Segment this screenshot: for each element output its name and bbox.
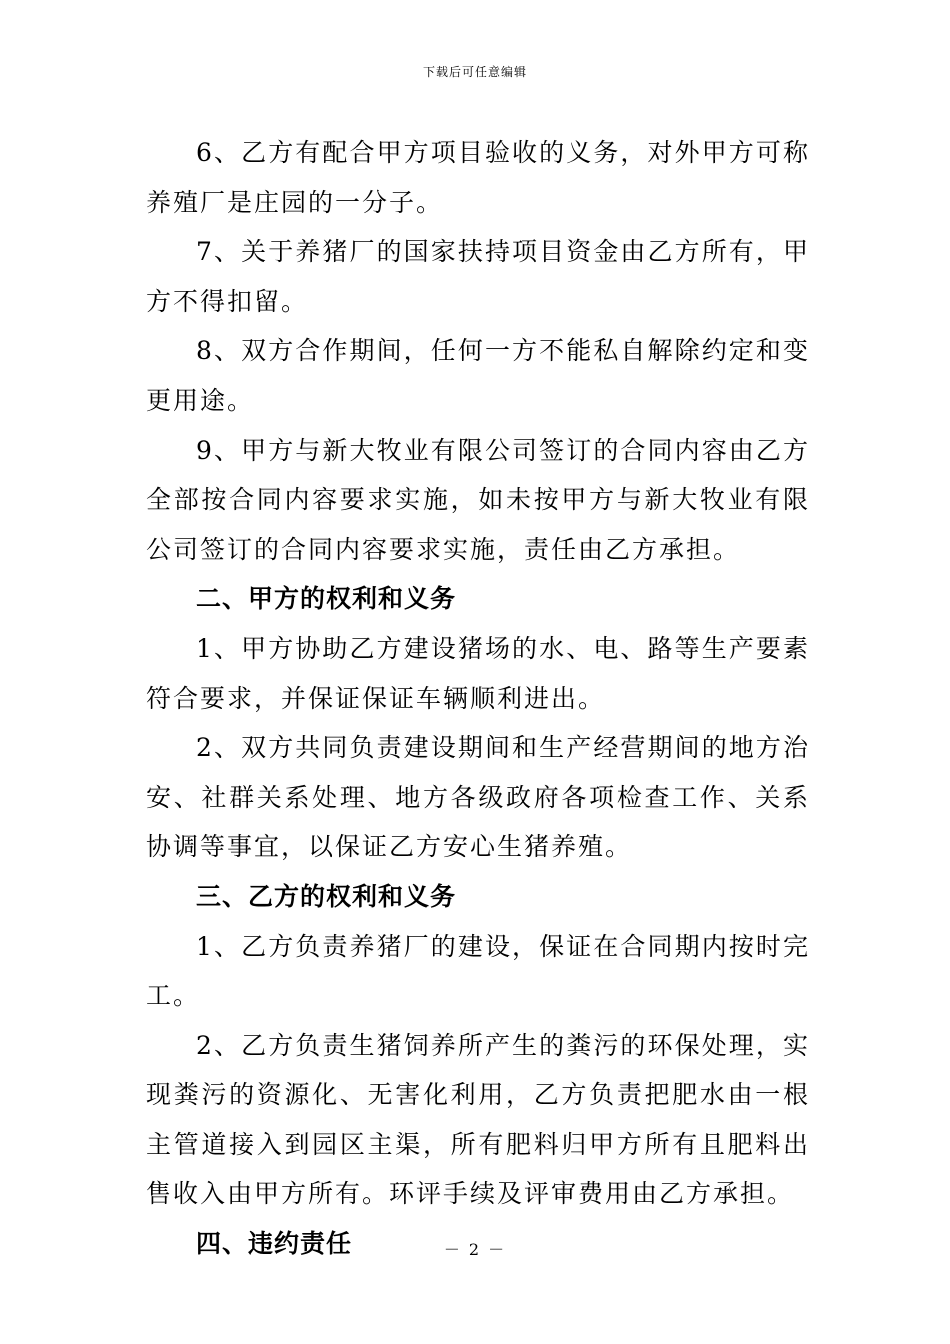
section-heading-breach: 四、违约责任 [196, 1229, 353, 1259]
clause-9: 9、甲方与新大牧业有限公司签订的合同内容由乙方全部按合同内容要求实施，如未按甲方与新大牧业有限公司签订的合同内容要求实施，责任由乙方承担。 [146, 435, 810, 564]
party-a-clause-2: 2、双方共同负责建设期间和生产经营期间的地方治安、社群关系处理、地方各级政府各项检查工作、关系协调等事宜，以保证乙方安心生猪养殖。 [146, 733, 810, 862]
clause-7: 7、关于养猪厂的国家扶持项目资金由乙方所有，甲方不得扣留。 [146, 237, 810, 316]
document-body [146, 128, 810, 1269]
clause-6: 6、乙方有配合甲方项目验收的义务，对外甲方可称养殖厂是庄园的一分子。 [146, 138, 810, 217]
section-heading-party-a: 二、甲方的权利和义务 [196, 584, 457, 614]
page-header: 下载后可任意编辑 [422, 65, 527, 79]
party-b-clause-2: 2、乙方负责生猪饲养所产生的粪污的环保处理，实现粪污的资源化、无害化利用，乙方负责把肥水由一根主管道接入到园区主渠，所有肥料归甲方所有且肥料出售收入由甲方所有。环评手续及评审费用由乙方承担。 [146, 1030, 810, 1209]
party-b-clause-1: 1、乙方负责养猪厂的建设，保证在合同期内按时完工。 [146, 931, 810, 1011]
clause-8: 8、双方合作期间，任何一方不能私自解除约定和变更用途。 [146, 336, 810, 415]
section-heading-party-b: 三、乙方的权利和义务 [196, 881, 457, 911]
party-a-clause-1: 1、甲方协助乙方建设猪场的水、电、路等生产要素符合要求，并保证保证车辆顺利进出。 [146, 633, 810, 713]
page-number: － 2 － [443, 1240, 507, 1259]
